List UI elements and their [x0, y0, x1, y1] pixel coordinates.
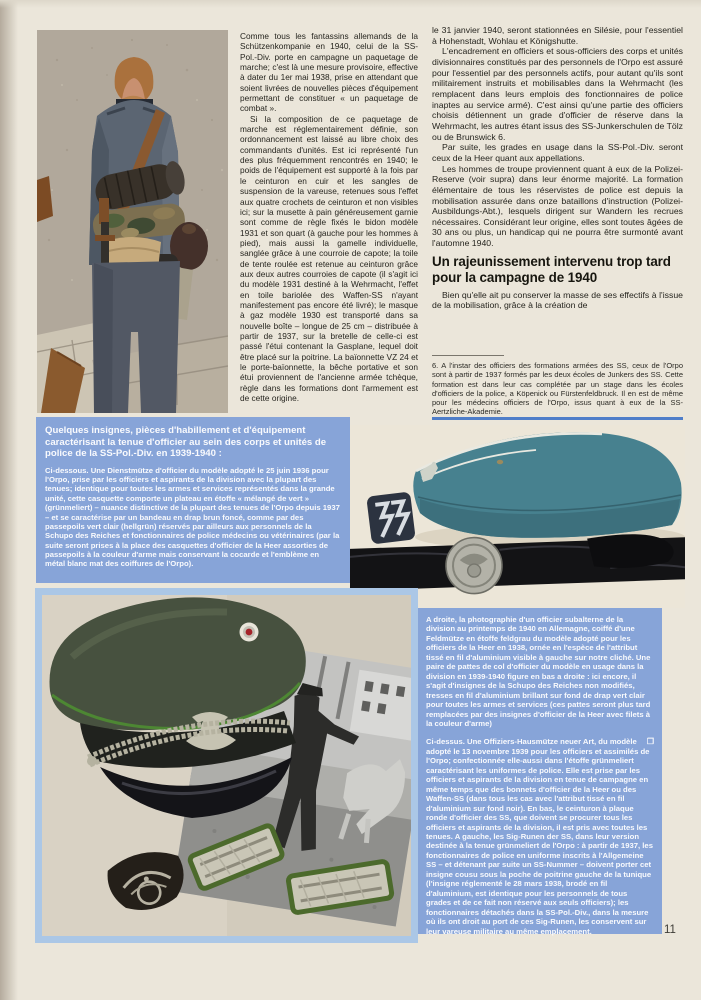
caption-right-top: A droite, la photographie d'un officier subalterne de la division au printemps de 1940 en Allemagne, coiffé d'une Feldmütze en étoffe feldgrau du modèle adopté pour les officiers de la Heer en 1938, ornée en l'espèce de l'attribut tissé en fil d'aluminium visible à gauche sur notre cliché. Une paire de pattes de col d'officier du modèle en usage dans la division en 1939-1940 figure en bas a droite : ici encore, il s'agit d'insignes de la Schupo des Reiches non modifiés, tresses en fil d'aluminium brillant sur fond de drap vert clair pour toutes les armes et services (ces pattes seront plus tard remplacées par des insignes d'officier de la Heer avec filets à la couleur d'arme) [426, 615, 651, 728]
footnote-text: 6. A l'instar des officiers des formations armées des SS, ceux de l'Orpo sont à partir de 1937 formés par les deux écoles de Junkers des SS. Cette formation est dans leur cas complétée par un stage dans les écoles d'officiers de la police, a Köpenick ou Fürstenfeldbruck. Il en est de même pour les médecins officiers de l'Orpo, issus quant à eux de la SS-Aertzliche-Akademie. [432, 361, 683, 417]
section-heading: Un rajeunissement intervenu trop tard pour la campagne de 1940 [432, 253, 671, 286]
footnote [432, 355, 683, 417]
still-life-art [42, 595, 411, 936]
page-gutter-shadow [0, 0, 18, 1000]
end-of-article-mark: ❐ [646, 737, 654, 747]
peaked-cap-still-life-photo [35, 588, 418, 943]
page-top-shadow [0, 0, 701, 8]
main-paragraph-5: Bien qu'elle ait pu conserver la masse de ses effectifs à l'issue de la mobilisation, grâce à la création de [432, 289, 683, 311]
main-paragraph-2: L'encadrement en officiers et sous-officiers des corps et unités divisionnaires constitués par des personnels de l'Orpo est assuré pour l'essentiel par des personnels actifs, pour autant qu'ils sont militairement instruits et mobilisables dans la Wehrmacht (les remplacent dans leurs emplois des fonctionnaires de police inaptes au service armé). C'est ainsi qu'une partie des officiers choisis détiennent un grade d'officier de réserve dans la Wehrmacht, les autres étant issus des SS-Junkerschulen de Tölz ou de Brunswick 6. [432, 46, 683, 142]
belt-buckle [445, 537, 503, 595]
main-column [432, 25, 683, 311]
ss-runes-patch [366, 491, 416, 544]
intro-paragraph-2: Si la composition de ce paquetage de marche est réglementairement définie, son ordonnancement est laissé au libre choix des commandants d'unités. Est ici représenté l'un des plus fréquemment rencontrés en 1940; le poids de l'équipement est supporté à la fois par le ceinturon en cuir et les sangles de suspension de la vareuse, retenues sous l'effet aux quatre crochets de ceinturon et non visibles ici; sur la musette à pain généreusement garnie sont comme de règle fixés le bidon modèle 1931 et son quart (à gauche pour les hommes à pied), mais aussi la gamelle individuelle, sanglée grâce à une courroie de capote; la toile de tente roulée est retenue au ceinturon grâce aux deux autres courroies de capote (il s'agit ici du modèle 1931 destiné à la Wehrmacht, l'effet en toile bariolée des Waffen-SS n'ayant manifestement pas encore été livré); le masque à gaz modèle 1930 est transporté dans sa nouvelle boîte – longue de 25 cm – distribuée à partir de 1937, sur la bretelle de celle-ci est passé l'étui contenant la Gasplane, lequel doit être placé sur la poitrine. La baïonnette VZ 24 et le porte-baïonnette, la bêche portative et son étui proviennent de l'ancienne armée tchèque, règle dans les formations dont l'armement est de cette origine. [240, 113, 418, 404]
soldier-marching-pack-photo [37, 30, 228, 413]
main-paragraph-4: Les hommes de troupe proviennent quant à eux de la Polizei-Reserve (voir supra) dans leur énorme majorité. La formation élémentaire de tous les réservistes de police est depuis la mobilisation assurée dans onze bataillons d'instruction (Polizei-Ausbildungs-Abt.), lesquels dirigent sur Wandern les recrues nécessaires. Considérant leur origine, elles sont toutes âgées de 30 ans ou plus, un handicap qui ne pourra être surmonté avant l'automne 1940. [432, 163, 683, 249]
blue-divider-rule [432, 417, 683, 420]
caption-box-body: Ci-dessous. Une Dienstmütze d'officier du modèle adopté le 25 juin 1936 pour l'Orpo, prise par les officiers et aspirants de la division avec la plupart des tenues; identique pour toutes les armes et services représentés dans la grande unité, cette casquette comporte un plateau en étoffe « mélangé de vert » (grünmeliert) – nuance distinctive de la plupart des tenues de l'Orpo depuis 1937 – et se caractérise par un bandeau en drap brun foncé, comme par des passepoils vert clair (hellgrün) réservés par ailleurs aux personnels de la Schupo des Reiches et fonctionnaires de police médecins ou vétérinaires (par la suite seront prises à la place des casquettes d'officier de la Heer assorties de passepoils à la couleur d'arme mais conservant la cocarde et l'emblème en métal blanc mat des coiffures de l'Orpo). [45, 465, 340, 569]
footnote-separator [432, 355, 504, 356]
soldier-photo-art [37, 30, 228, 413]
caption-box-left [36, 417, 350, 583]
intro-paragraph-1: Comme tous les fantassins allemands de la Schützenkompanie en 1940, celui de la SS-Pol.-Div. porte en campagne un paquetage de marche; c'est là une mesure provisoire, effective à dater du 1er mai 1938, prise en attendant que soient livrées de nouvelles pièces d'équipement permettant de constituer « un paquetage de combat ». [240, 31, 418, 114]
feldmuetze-photo-art [350, 425, 685, 608]
cap-cockade [240, 623, 259, 642]
caption-box-right [418, 608, 662, 934]
main-paragraph-1: le 31 janvier 1940, seront stationnées en Silésie, pour l'essentiel à Hohenstadt, Wohlau et Königshutte. [432, 25, 683, 46]
page-number: 11 [664, 924, 676, 936]
main-paragraph-3: Par suite, les grades en usage dans la SS-Pol.-Div. seront ceux de la Heer quant aux appellations. [432, 142, 683, 163]
caption-box-heading: Quelques insignes, pièces d'habillement et d'équipement caractérisant la tenue d'officier au sein des corps et unités de police de la SS-Pol.-Div. en 1939-1940 : [45, 425, 327, 460]
caption-right-bottom [426, 737, 654, 936]
caption-right-bottom-text: Ci-dessus. Une Offiziers-Hausmütze neuer Art, du modèle adopté le 13 novembre 1939 pour les officiers et assimilés de l'Orpo; confectionnée elle-aussi dans l'étoffe grünmeliert caractérisant les uniformes de police. Elle est prise par les officiers et aspirants de la division en tenue de campagne en même temps que des bonnets d'officier de la Heer ou des Waffen-SS (dans tous les cas avec l'attribut tissé en fil d'aluminium sur fond noir). En bas, le ceinturon à plaque ronde d'officier des SS, que doivent se procurer tous les officiers et aspirants de la division, il est pris avec toutes les tenues. A gauche, les Sig-Runen der SS, dans leur version destinée à la tenue grünmeliert de l'Orpo : à partir de 1937, les fonctionnaires de police en uniforme inscrits à l'Allgemeine SS – et détenant par suite un SS-Nummer – doivent porter cet insigne cousu sous la poche de poitrine gauche de la tunique (l'insigne réglementé le 28 mars 1938, brodé en fil d'aluminium, est identique pour les personnels de tous grades et de ce fait non réservé aux seuls officiers); les fonctionnaires détachés dans la SS-Pol.-Div., dans la mesure où ils ont droit au port de ces Sig-Runen, les conservent sur leur vareuse militaire au même emplacement. [426, 737, 653, 936]
feldmuetze-belt-photo [350, 425, 685, 608]
intro-column [240, 31, 418, 403]
